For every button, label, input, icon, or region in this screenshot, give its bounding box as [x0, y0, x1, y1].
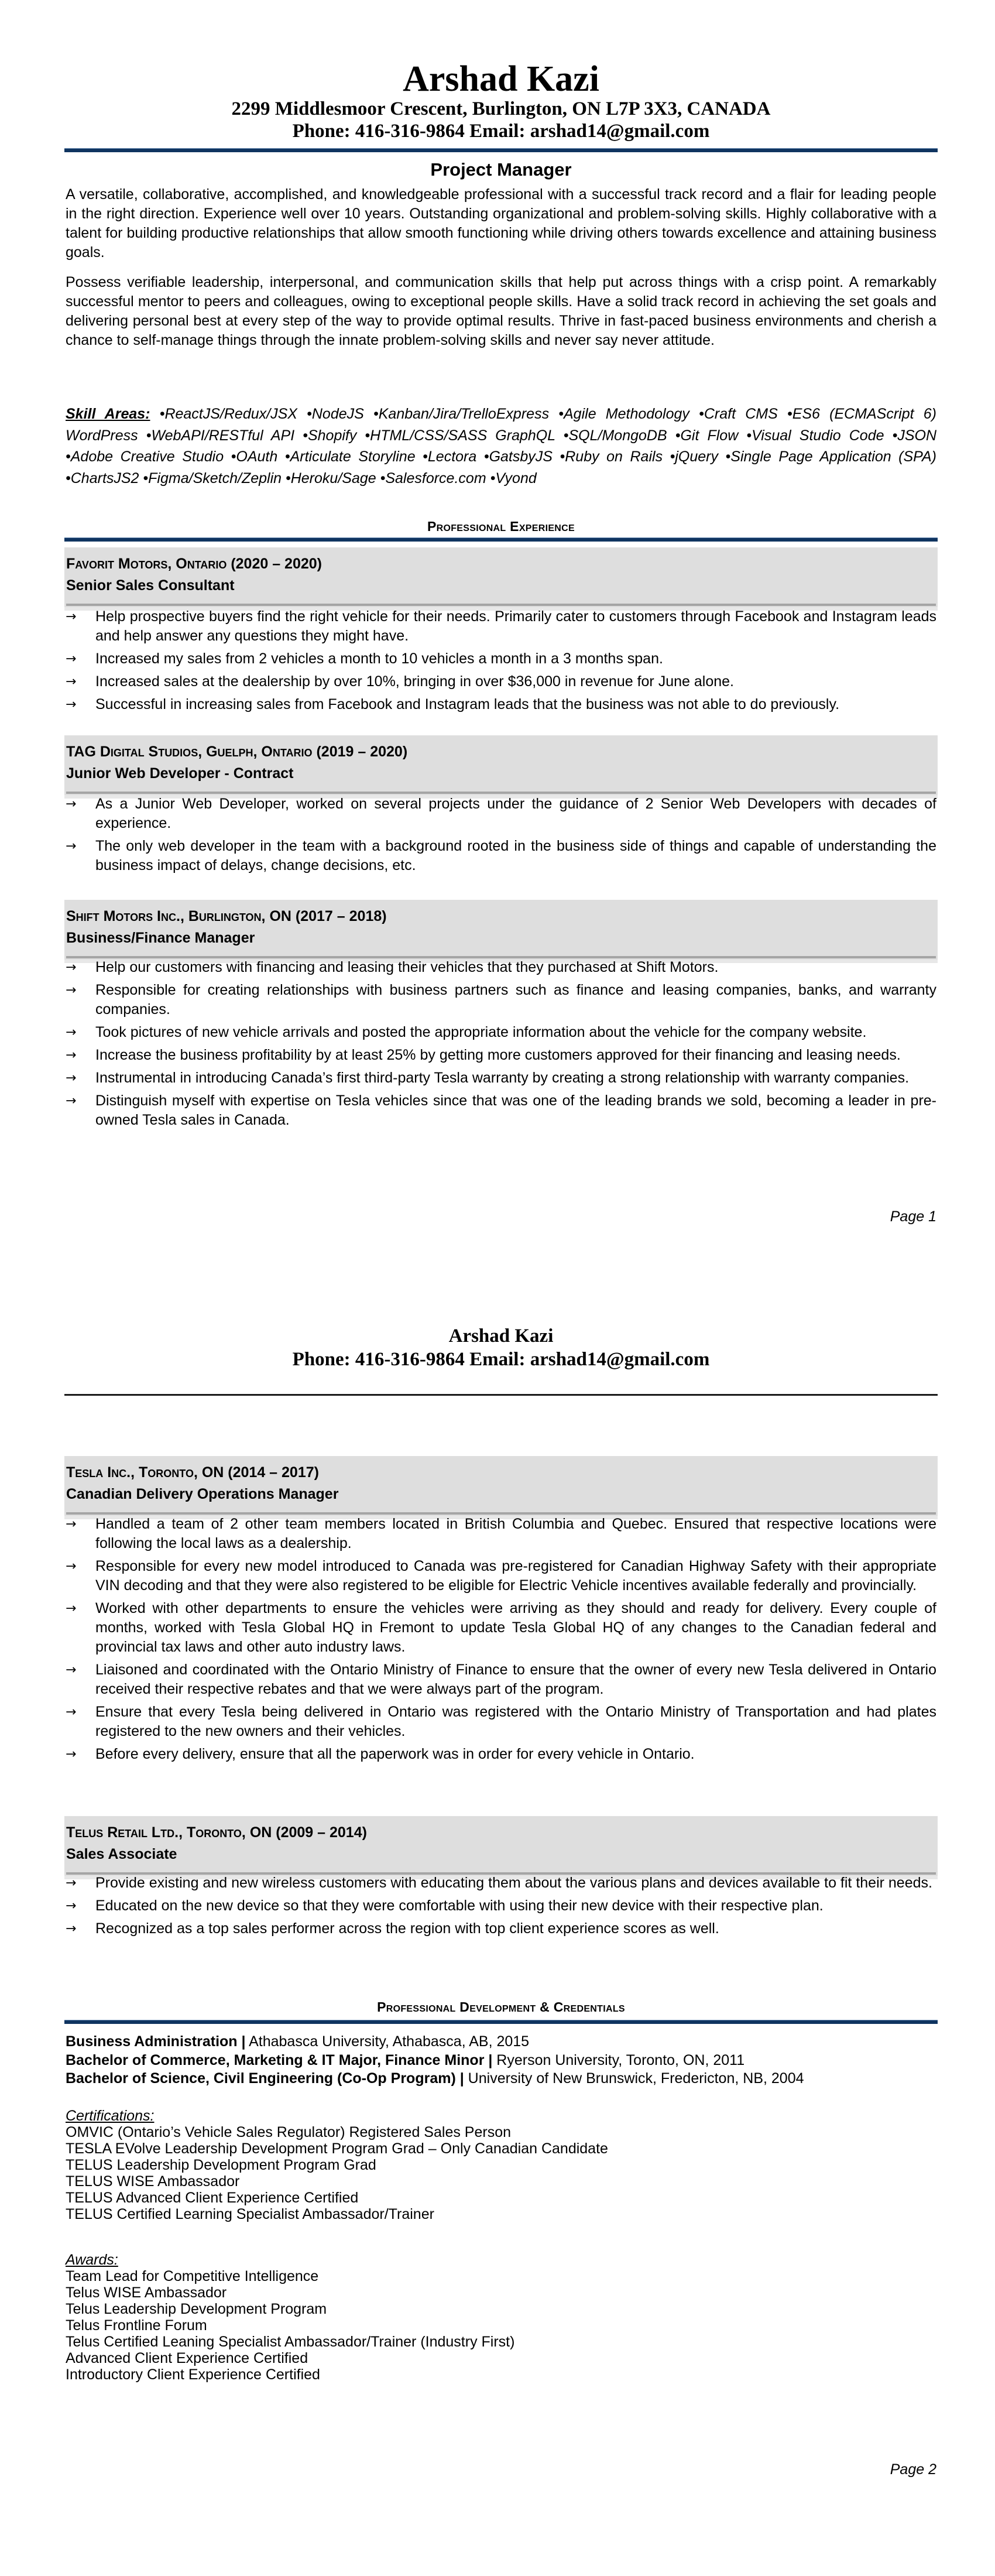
job-header [64, 547, 938, 611]
bullet-item: → As a Junior Web Developer, worked on several projects under the guidance of 2 Senior Web Developers with decades of experience. [66, 796, 936, 831]
arrow-icon: → [66, 1705, 77, 1719]
arrow-icon: → [66, 1071, 77, 1085]
arrow-icon: → [66, 697, 77, 712]
certification-item: TELUS Advanced Client Experience Certified [66, 2190, 359, 2206]
certification-item: TELUS WISE Ambassador [66, 2173, 240, 2190]
bullet-item: → Instrumental in introducing Canada’s first third-party Tesla warranty by creating a strong relationship with warranty companies. [66, 1068, 936, 1088]
bullet-item: → Provide existing and new wireless customers with educating them about the various plans and devices available to fit their needs. [66, 1873, 936, 1893]
bullet-item: → Ensure that every Tesla being delivered in Ontario was registered with the Ontario Ministry of Transportation and had plates registered to the new owners and their vehicles. [66, 1704, 936, 1739]
page-number: Page 2 [890, 2461, 936, 2478]
job-header [64, 900, 938, 963]
address: 2299 Middlesmoor Crescent, Burlington, ON L7P 3X3, CANADA [231, 98, 771, 119]
job-title: Senior Sales Consultant [66, 577, 235, 594]
job-header [64, 1816, 938, 1879]
arrow-icon: → [66, 1663, 77, 1677]
arrow-icon: → [66, 674, 77, 689]
bullet-item: → Educated on the new device so that they were comfortable with using their new device with their respective plan. [66, 1896, 936, 1916]
page-number: Page 1 [890, 1208, 936, 1225]
bullet-item: → Responsible for every new model introduced to Canada was pre-registered for Canadian Highway Safety with their appropriate VIN decoding and that they were also registered to be eligible for Electric Vehicle incentives available federally and provincially. [66, 1558, 936, 1594]
certification-item: TESLA EVolve Leadership Development Program Grad – Only Canadian Candidate [66, 2140, 608, 2157]
objective-title: Project Manager [430, 159, 572, 180]
education-list [66, 2033, 936, 2088]
job-bullets [66, 958, 936, 1133]
arrow-icon: → [66, 1876, 77, 1890]
award-item: Team Lead for Competitive Intelligence [66, 2268, 319, 2284]
award-item: Telus Leadership Development Program [66, 2301, 327, 2317]
job-title: Business/Finance Manager [66, 930, 255, 946]
bullet-item: → Increase the business profitability by at least 25% by getting more customers approved for their financing and leasing needs. [66, 1046, 936, 1065]
bullet-item: → Distinguish myself with expertise on Tesla vehicles since that was one of the leading brands we sold, becoming a leader in pre-owned Tesla sales in Canada. [66, 1092, 936, 1128]
arrow-icon: → [66, 1899, 77, 1913]
section-divider-credentials [64, 2020, 938, 2024]
section-divider-experience [64, 537, 938, 542]
candidate-name: Arshad Kazi [403, 59, 599, 99]
arrow-icon: → [66, 1025, 77, 1040]
arrow-icon: → [66, 1517, 77, 1532]
award-item: Telus Frontline Forum [66, 2317, 207, 2334]
education-item: Business Administration | Athabasca University, Athabasca, AB, 2015 [66, 2033, 530, 2050]
certifications-list [66, 2108, 936, 2222]
award-item: Advanced Client Experience Certified [66, 2350, 308, 2366]
bullet-item: → Successful in increasing sales from Facebook and Instagram leads that the business was not able to do previously. [66, 695, 936, 714]
job-bullets [66, 1873, 936, 1942]
arrow-icon: → [66, 797, 77, 811]
awards-label: Awards: [66, 2252, 118, 2268]
job-bullets [66, 794, 936, 879]
job-title: Sales Associate [66, 1846, 177, 1862]
header-divider [64, 148, 938, 152]
job-company: Telus Retail Ltd., Toronto, ON (2009 – 2014) [66, 1824, 367, 1841]
bullet-item: → Increased sales at the dealership by over 10%, bringing in over $36,000 in revenue for June alone. [66, 672, 936, 691]
bullet-item: → Increased my sales from 2 vehicles a month to 10 vehicles a month in a 3 months span. [66, 649, 936, 669]
bullet-item: → Before every delivery, ensure that all the paperwork was in order for every vehicle in Ontario. [66, 1745, 936, 1764]
job-company: Favorit Motors, Ontario (2020 – 2020) [66, 556, 322, 572]
bullet-item: → Responsible for creating relationships with business partners such as finance and leasing companies, banks, and warranty companies. [66, 982, 936, 1018]
job-header-bar [66, 792, 936, 794]
arrow-icon: → [66, 1601, 77, 1616]
arrow-icon: → [66, 652, 77, 666]
job-header [64, 735, 938, 799]
job-company: TAG Digital Studios, Guelph, Ontario (2019 – 2020) [66, 744, 408, 760]
summary-paragraph-1: A versatile, collaborative, accomplished, and knowledgeable professional with a successful track record and a flair for leading people in the right direction. Experience well over 10 years. Outstanding organizational and problem-solving skills. Highly collaborative with a talent for building productive relationships that allow smooth functioning while driving others towards excellence and attaining business goals. [66, 186, 936, 261]
summary-paragraph-2: Possess verifiable leadership, interpersonal, and communication skills that help put across things with a crisp point. A remarkably successful mentor to peers and colleagues, owing to exceptional people skills. Have a solid track record in achieving the set goals and delivering personal best at every step of the way to provide optimal results. Thrive in fast-paced business environments and cherish a chance to self-manage things through the innate problem-solving skills and never say never attitude. [66, 274, 936, 348]
education-item: Bachelor of Commerce, Marketing & IT Major, Finance Minor | Ryerson University, Toronto, ON, 2011 [66, 2051, 745, 2068]
page2-candidate-name: Arshad Kazi [448, 1325, 554, 1347]
certification-item: TELUS Certified Learning Specialist Ambassador/Trainer [66, 2206, 434, 2222]
certifications-label: Certifications: [66, 2108, 155, 2124]
bullet-item: → Recognized as a top sales performer across the region with top client experience scores as well. [66, 1919, 936, 1938]
bullet-item: → Took pictures of new vehicle arrivals and posted the appropriate information about the vehicle for the company website. [66, 1023, 936, 1042]
job-company: Shift Motors Inc., Burlington, ON (2017 – 2018) [66, 908, 387, 924]
bullet-item: → Handled a team of 2 other team members located in British Columbia and Quebec. Ensured that respective locations were following the local laws as a dealership. [66, 1516, 936, 1551]
education-item: Bachelor of Science, Civil Engineering (Co-Op Program) | University of New Brunswick, Fredericton, NB, 2004 [66, 2070, 804, 2087]
skill-areas-label: Skill Areas: [66, 406, 150, 422]
bullet-item: → Help prospective buyers find the right vehicle for their needs. Primarily cater to customers through Facebook and Instagram leads and help answer any questions they might have. [66, 608, 936, 644]
arrow-icon: → [66, 609, 77, 624]
job-header [64, 1456, 938, 1519]
job-title: Canadian Delivery Operations Manager [66, 1486, 339, 1502]
skill-areas-list: •ReactJS/Redux/JSX •NodeJS •Kanban/Jira/TrelloExpress •Agile Methodology •Craft CMS •ES6 (ECMAScript 6) WordPress •WebAPI/RESTful API •Shopify •HTML/CSS/SASS GraphQL •SQL/MongoDB •Git Flow •Visual Studio Code •JSON •Adobe Creative Studio •OAuth •Articulate Storyline •Lectora •GatsbyJS •Ruby on Rails •jQuery •Single Page Application (SPA) •ChartsJS2 •Figma/Sketch/Zeplin •Heroku/Sage •Salesforce.com •Vyond [66, 406, 936, 487]
award-item: Telus WISE Ambassador [66, 2284, 227, 2301]
job-bullets [66, 607, 936, 718]
arrow-icon: → [66, 1747, 77, 1762]
bullet-item: → The only web developer in the team with a background rooted in the business side of things and capable of understanding the business impact of delays, change decisions, etc. [66, 838, 936, 873]
section-heading-experience: Professional Experience [427, 519, 575, 534]
awards-list [66, 2252, 936, 2383]
arrow-icon: → [66, 983, 77, 998]
arrow-icon: → [66, 1921, 77, 1936]
bullet-item: → Liaisoned and coordinated with the Ontario Ministry of Finance to ensure that the owner of every new Tesla delivered in Ontario received their respective rebates and that we were always part of the program. [66, 1662, 936, 1697]
certification-item: TELUS Leadership Development Program Grad [66, 2157, 376, 2173]
award-item: Introductory Client Experience Certified [66, 2366, 320, 2383]
job-company: Tesla Inc., Toronto, ON (2014 – 2017) [66, 1464, 319, 1481]
arrow-icon: → [66, 1094, 77, 1108]
job-header-bar [66, 604, 936, 606]
skill-areas [66, 403, 936, 489]
section-heading-credentials: Professional Development & Credentials [377, 1999, 625, 2015]
bullet-item: → Help our customers with financing and leasing their vehicles that they purchased at Shift Motors. [66, 958, 936, 977]
job-bullets [66, 1515, 936, 1767]
job-title: Junior Web Developer - Contract [66, 765, 294, 782]
arrow-icon: → [66, 1559, 77, 1574]
arrow-icon: → [66, 960, 77, 975]
contact-line: Phone: 416-316-9864 Email: arshad14@gmail.com [292, 121, 710, 142]
arrow-icon: → [66, 1048, 77, 1063]
arrow-icon: → [66, 839, 77, 854]
page2-header-divider [64, 1394, 938, 1396]
bullet-item: → Worked with other departments to ensure the vehicles were arriving as they should and ready for delivery. Every couple of months, worked with Tesla Global HQ in Fremont to update Tesla Global HQ of any changes to the Canadian federal and provincial tax laws and other auto industry laws. [66, 1600, 936, 1655]
certification-item: OMVIC (Ontario’s Vehicle Sales Regulator) Registered Sales Person [66, 2124, 511, 2140]
award-item: Telus Certified Leaning Specialist Ambassador/Trainer (Industry First) [66, 2334, 515, 2350]
page2-contact-line: Phone: 416-316-9864 Email: arshad14@gmail.com [292, 1349, 710, 1370]
